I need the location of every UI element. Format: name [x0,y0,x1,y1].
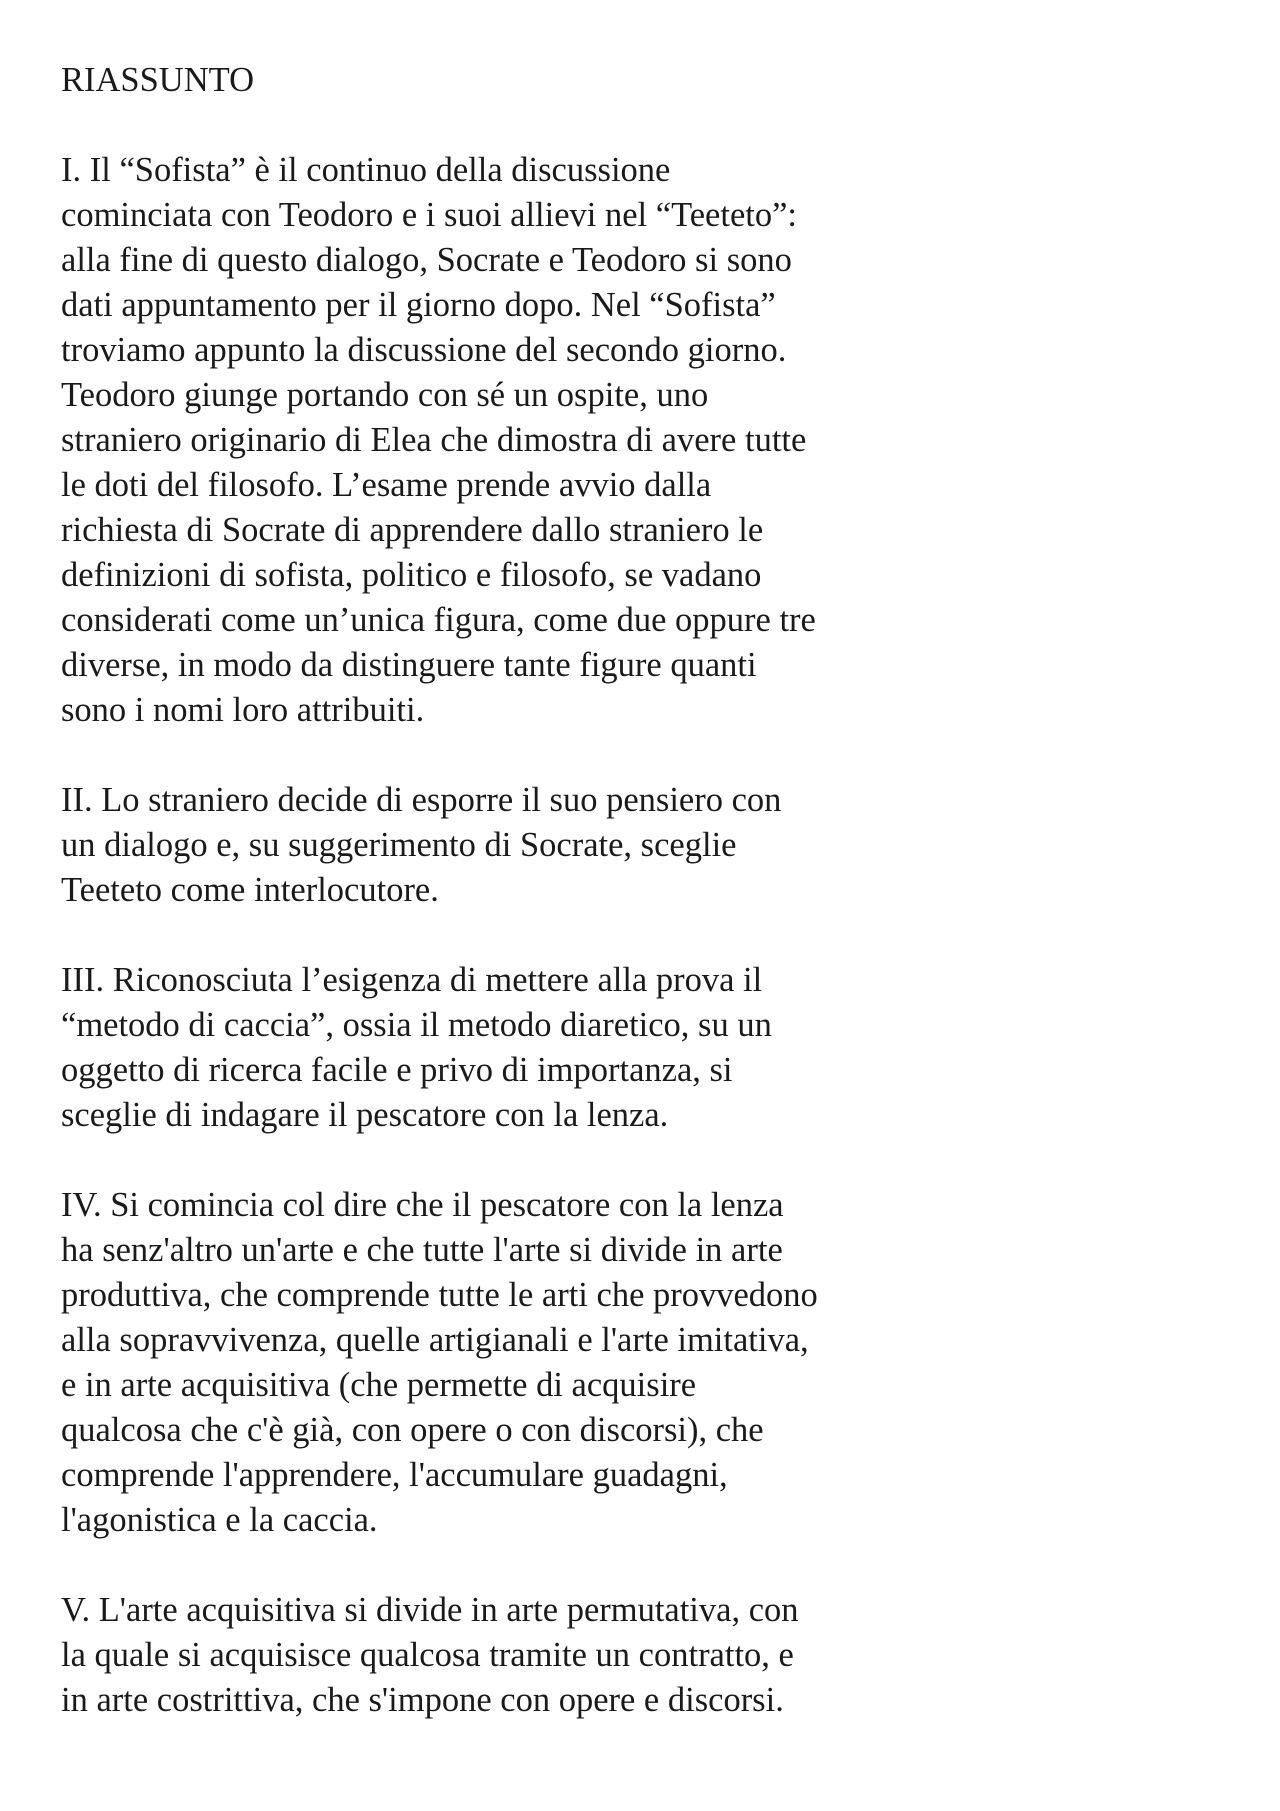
text-line: sono i nomi loro attribuiti. [61,691,425,729]
text-line: IV. Si comincia col dire che il pescatore con la lenza [61,1186,784,1224]
paragraph-1 [61,148,1241,733]
text-line: Teeteto come interlocutore. [61,871,439,909]
text-line: dati appuntamento per il giorno dopo. Nel “Sofista” [61,286,776,324]
text-line: troviamo appunto la discussione del secondo giorno. [61,331,787,369]
paragraph-4 [61,1183,1241,1543]
text-line: I. Il “Sofista” è il continuo della discussione [61,151,671,189]
text-line: considerati come un’unica figura, come due oppure tre [61,601,816,639]
text-line: cominciata con Teodoro e i suoi allievi nel “Teeteto”: [61,196,798,234]
document-page [61,58,1241,1768]
text-line: II. Lo straniero decide di esporre il suo pensiero con [61,781,782,819]
text-line: ha senz'altro un'arte e che tutte l'arte si divide in arte [61,1231,783,1269]
text-line: alla sopravvivenza, quelle artigianali e l'arte imitativa, [61,1321,809,1359]
text-line: straniero originario di Elea che dimostra di avere tutte [61,421,807,459]
text-line: richiesta di Socrate di apprendere dallo straniero le [61,511,764,549]
text-line: in arte costrittiva, che s'impone con opere e discorsi. [61,1681,784,1719]
text-line: V. L'arte acquisitiva si divide in arte permutativa, con [61,1591,799,1629]
text-line: comprende l'apprendere, l'accumulare guadagni, [61,1456,728,1494]
text-line: sceglie di indagare il pescatore con la lenza. [61,1096,669,1134]
paragraph-2 [61,778,1241,913]
text-line: l'agonistica e la caccia. [61,1501,378,1539]
document-title: RIASSUNTO [61,61,254,99]
text-line: III. Riconosciuta l’esigenza di mettere alla prova il [61,961,763,999]
text-line: “metodo di caccia”, ossia il metodo diaretico, su un [61,1006,772,1044]
text-line: produttiva, che comprende tutte le arti che provvedono [61,1276,818,1314]
paragraph-3 [61,958,1241,1138]
text-line: la quale si acquisisce qualcosa tramite un contratto, e [61,1636,794,1674]
text-line: Teodoro giunge portando con sé un ospite, uno [61,376,709,414]
text-line: e in arte acquisitiva (che permette di acquisire [61,1366,697,1404]
text-line: qualcosa che c'è già, con opere o con discorsi), che [61,1411,764,1449]
text-line: definizioni di sofista, politico e filosofo, se vadano [61,556,762,594]
text-line: diverse, in modo da distinguere tante figure quanti [61,646,757,684]
text-line: le doti del filosofo. L’esame prende avvio dalla [61,466,712,504]
text-line: oggetto di ricerca facile e privo di importanza, si [61,1051,733,1089]
paragraph-5 [61,1588,1241,1723]
text-line: un dialogo e, su suggerimento di Socrate, sceglie [61,826,737,864]
text-line: alla fine di questo dialogo, Socrate e Teodoro si sono [61,241,792,279]
